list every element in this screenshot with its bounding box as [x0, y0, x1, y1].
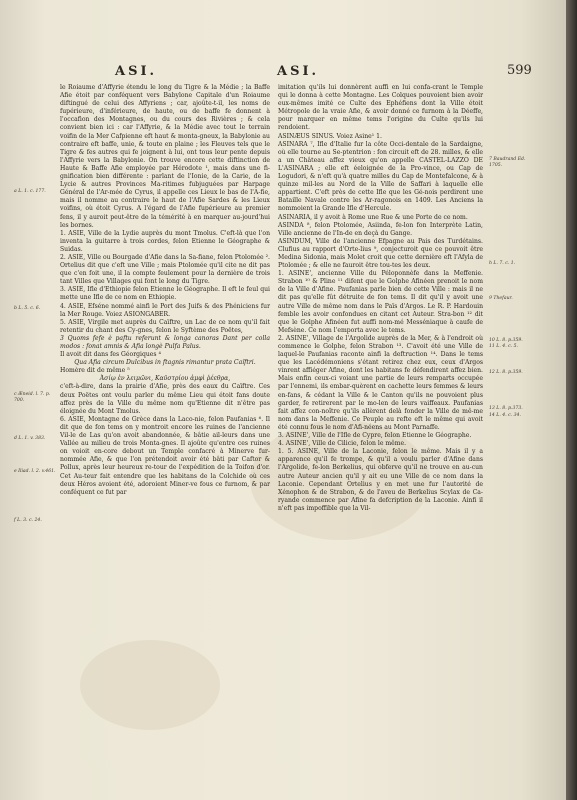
greek-quote: Ἀσίῳ ἐν λειμῶνι, Καϋστρίου ἀμφὶ ῥέεθρα, — [99, 375, 231, 383]
margin-note: 12 L. 8. p.359. — [489, 370, 523, 375]
entry-asie-4: 4. ASIE, Efséne nommé ainfi le Port des Juifs & des Phéniciens fur la Mer Rouge. Voiez ASIONGABER. — [60, 302, 270, 318]
entry-asine-5: 1. 5. ASINE, Ville de la Laconie, felon le même. Mais il y a apparence qu'il fe trompe, & qu'il a voulu parler d'Afine dans l'Argolide, fe-lon Berkelius, qui obferve qu'il ne trouve en au-cun autre Auteur ancien qu'il y ait eu une Ville de ce nom dans la Laconie. Cependant Ortelius y en met une fur l'autorité de Xénophon & de Strabon, & de l'aveu de Berkelius Scylax de Ca-ryande commence par Afine fa defcription de la Laconie. Ainfi il n'eft pas impoffible que la Vil- — [278, 448, 483, 512]
entry-asine-4: 4. ASINE', Ville de Cilicie, felon le même. — [278, 440, 407, 448]
entry-asine-2: 2. ASINE', Village de l'Argolide auprès de la Mer, & à l'endroit où commence le Golphe, felon Strabon ¹³. C'avoit été une Ville de laquel-le Paufanias raconte ainfi la deftruction ¹⁴. Dans le tems que les Lacédémoniens s'étant retirez chez eux, ceux d'Argos vinrent affiéger Afine, dont les habitans fe défendirent affez bien. Mais enfin ceux-ci voiant une partie de leurs remparts occupée par l'ennemi, ils embar-quèrent en cachette leurs femmes & leurs en-fans, & cédant la Ville & le Canton qu'ils ne pouvoient plus garder, fe retirerent par le mo-len de leurs vaiffeaux. Paufanias fait affez con-noître qu'ils allèrent delà fonder la Ville de mê-me nom dans la Meffenie. Ce Peuple au refte eft le même qui avoit été connu fous le nom d'Afi-néens au Mont Parnaffe. — [278, 334, 483, 431]
margin-note: 7 Baudrand Ed. 1705. — [489, 157, 526, 168]
margin-note: 14 L. 4. c. 34. — [489, 413, 521, 418]
paragraph: Il avoit dit dans fes Géorgiques ⁴ — [60, 351, 161, 359]
entry-asie-6: 6. ASIE, Montagne de Grèce dans la Laco-nie, felon Paufanias ⁶. Il dit que de fon tems on y montroit encore les ruines de l'ancienne Vil-le de Las qu'on avoit abandonnée, & bâtie ail-leurs dans une Vallée au milieu de trois Monta-gnes. Il ajoûte qu'entre ces ruines on voioit en-core debout un Temple confacré à Minerve fur-nommée Afie, & que l'on prétendoit avoir été bâti par Caftor & Pollux, après leur heureux re-tour de l'expédition de la Toifon d'or. Cet Au-teur fait entendre que les habitans de la Colchide où ces deux Héros avoient été, adoroient Miner-ve fous ce furnom, & par conféquent ce fut par — [60, 415, 270, 496]
paragraph: c'eft-à-dire, dans la prairie d'Afie, près des eaux du Caïftre. Ces deux Poëtes ont voulu parler du même Lieu qui étoit fans doute affez près de la Ville du même nom qu'Etienne dit n'être pas éloignée du Mont Tmolus. — [60, 383, 270, 415]
margin-note: d L. 1. v. 383. — [14, 436, 46, 441]
margin-note: 9 Thefaur. — [489, 296, 513, 301]
paragraph: Homère dit de même ⁵ — [60, 367, 130, 375]
margin-note: 13 L. 8. p.373. — [489, 406, 523, 411]
margin-note: e Iliad. l. 2. v.461. — [14, 469, 56, 474]
entry-asie-2: 2. ASIE, Ville ou Bourgade d'Afie dans la Sa-fiane, felon Ptolomée ². Ortelius dit que c'eft une Ville ; mais Ptolomée qu'il cite ne dit pas que c'en foit une, il la compte feulement pour la dernière de trois tant Villes que Villages qui font le long du Tigre. — [60, 253, 270, 286]
page-number: 599 — [507, 63, 532, 78]
running-head-left: ASI. — [115, 64, 158, 79]
page-header — [0, 64, 566, 84]
entry-asine-3: 3. ASINE', Ville de l'Ifle de Cypre, felon Etienne le Géographe. — [278, 432, 472, 440]
paragraph: le Roiaume d'Affyrie étendu le long du Tigre & la Médie ; la Baffe Afie étoit par conféquent vers Babylone Capitale d'un Roiaume diftingué de celui des Affyriens ; car, ajoûte-t-il, les noms de fupérieure, d'inférieure, de haute, ou de baffe fe donnent à l'occafion des Montagnes, ou du cours des Rivières ; & cela convient bien ici : car l'Affyrie, & la Médie avec tout le terrain voifin de la Mer Cafpienne eft haut & monta-gneux, la Babylonie au contraire eft baffe, unie, & toute en plaine ; les Fleuves tels que le Tigre & fes autres qui fe joignent à lui, ont tous leur pente depuis l'Affyrie vers la Babylonie. On trouve encore cette diftinction de Haute & Baffe Afie employée par Hérodote ¹, mais dans une fi-gnification bien différente : parlant de l'Ionie, de la Carie, de la Lycie & autres Provinces Ma-ritimes fubjuguées par Harpage Général de l'Ar-mée de Cyrus, il appelle ces Lieux le bas de l'A-fie, mais il nomme au contraire le haut de l'Afie Sardes & les Lieux voifins, où étoit Cyrus. A l'égard de l'Afie fupérieure au premier fens, il y auroit peut-être de la témérité à en marquer au-jourd'hui les bornes. — [60, 84, 270, 229]
verse-quote: Qua Afia circum Dulcibus in ftagnis rimantur prata Caïftri. — [74, 359, 256, 367]
left-column — [60, 84, 270, 497]
paper-stain — [80, 640, 220, 730]
margin-note: 10 L. 8. p.359. — [489, 338, 523, 343]
entry-asinda: ASINDA ⁸, felon Ptolomée, Asiinda, fe-lon fon Interprète Latin, Ville ancienne de l'In-de en deçà du Gange. — [278, 221, 483, 237]
paragraph: imitation qu'ils lui donnèrent auffi en lui confa-crant le Temple qui le donna à cette Montagne. Les Colques pouvoient bien avoir eux-mêmes imité ce Culte des Ephéfiens dont la Ville étoit Métropole de la vraie Afie, & avoir donné ce furnom à la Déeffe, pour marquer en même tems l'origine du Culte qu'ils lui rendoient. — [278, 84, 483, 132]
entry-asinara: ASINARA ⁷, Ifle d'Italie fur la côte Occi-dentale de la Sardaigne, où elle tourne au Se-ptentrion : fon circuit eft de 28. milles, & elle a un Château affez vieux qu'on appelle CASTEL-LAZZO DE L'ASINARA ; elle eft éeloignée de la Pro-vince, ou Cap de Logudori, & n'eft qu'à quatre milles du Cap de Montefalcone, & à quinze mil-les au Nord de la Ville de Saffari à laquelle elle appartient. C'eft près de cette Ifle que les Gé-nois perdirent une Bataille Navale contre les Ar-ragonois en 1409. Les Anciens la nommoient la Grande Ifle d'Hercule. — [278, 140, 483, 213]
entry-asinaeus: ASINÆUS SINUS. Voiez Asine¹ 1. — [278, 132, 382, 140]
margin-note: 11 L. 4. c. 5. — [489, 344, 518, 349]
entry-asie-5: 5. ASIE, Virgile met auprès du Caïftre, un Lac de ce nom qu'il fait retentir du chant des Cy-gnes, felon le Syftème des Poëtes, — [60, 318, 270, 334]
running-head-right: ASI. — [277, 64, 320, 79]
page-edge — [566, 0, 577, 800]
entry-asine-1: 1. ASINE', ancienne Ville du Péloponnèfe dans la Meffenie. Strabon ¹⁰ & Pline ¹¹ difent que le Golphe Afinéen prenoit le nom de la Ville d'Afine. Paufanias parle bien de cette Ville : mais il ne dit pas qu'elle fût détruite de fon tems. Il dit qu'il y avoit une autre Ville de même nom dans le Païs d'Argos. Le R. P. Hardouin femble les avoir confondues en citant cet Auteur. Stra-bon ¹² dit que le Golphe Afinéen fut auffi nom-mé Messéniaque à caufe de Mefsène. Ce nom l'emporta avec le tems. — [278, 270, 483, 334]
margin-note: f L. 3. c. 24. — [14, 518, 42, 523]
right-column — [278, 84, 483, 513]
margin-note: c Æneid. l. 7. p. 700. — [14, 392, 51, 403]
margin-note: h L. 7. c. 1. — [489, 261, 516, 266]
entry-asinaria: ASINARIA, il y avoit à Rome une Rue & une Porte de ce nom. — [278, 213, 468, 221]
entry-asie-1: 1. ASIE, Ville de la Lydie auprès du mont Tmolus. C'eft-là que l'on inventa la guitarre à trois cordes, felon Etienne le Géographe & Suidas. — [60, 229, 270, 253]
entry-asie-3: 3. ASIE, Ifle d'Ethiopie felon Etienne le Géographe. Il eft le feul qui mette une Ifle de ce nom en Ethiopie. — [60, 286, 270, 302]
entry-asindum: ASINDUM, Ville de l'ancienne Efpagne au Pais des Turdétains. Clufius au rapport d'Orte-lius ⁹, conjecturoit que ce pouvoit être Medina Sidonia, mais Molet croit que cette dernière eft l'Afyla de Ptolomée ; & elle ne fauroit être tou-tes les deux. — [278, 237, 483, 270]
margin-note: a L. 1. c. 177. — [14, 189, 46, 194]
verse-quote: 3 Quoms fefe è paftu referunt & longa canoras Dant per colla modos : fonat amnis & Afia longè Pulfa Palus. — [60, 334, 270, 350]
margin-note: b L. 5. c. 6. — [14, 306, 41, 311]
